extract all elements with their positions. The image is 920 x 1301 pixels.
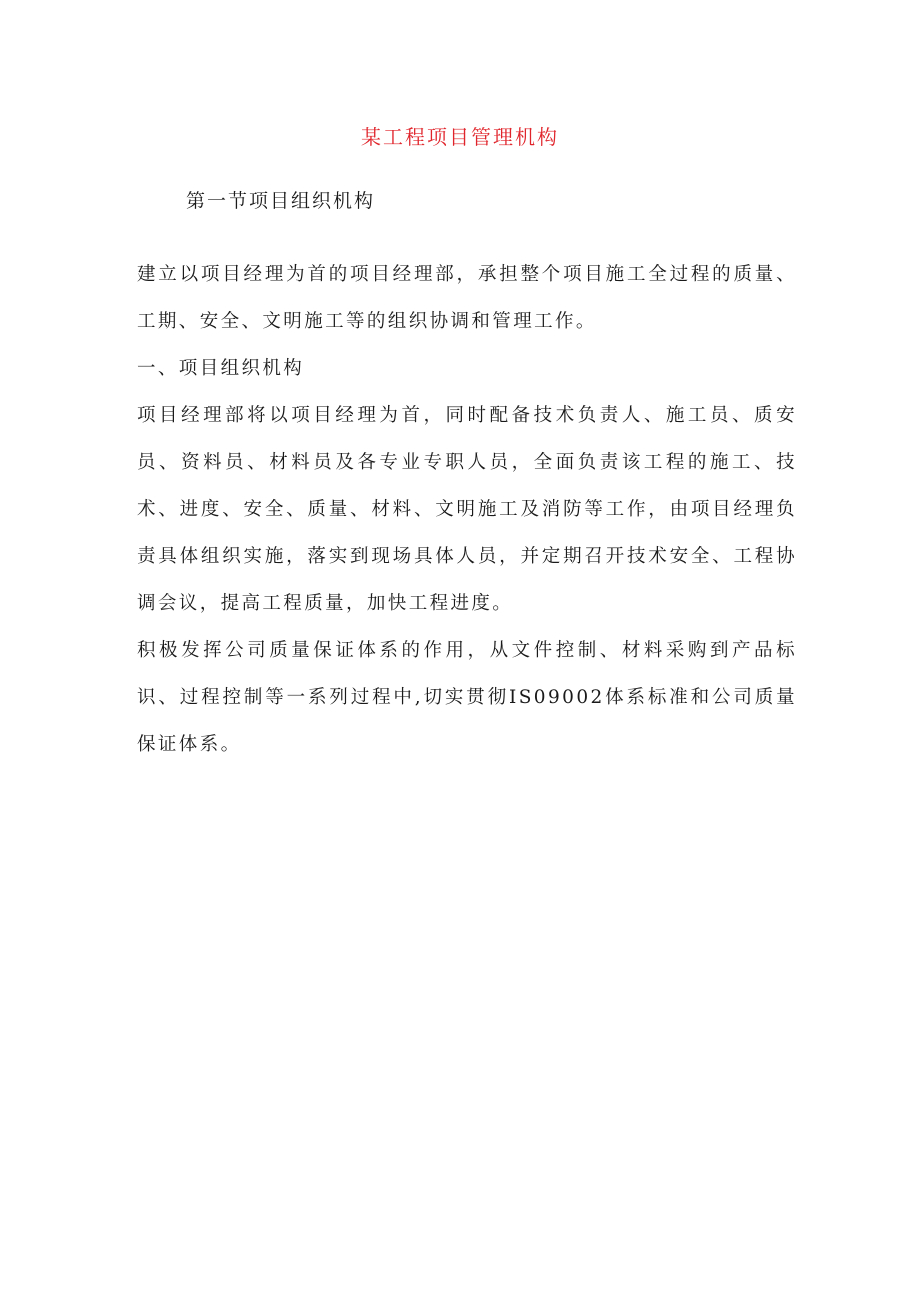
paragraph-organization: 项目经理部将以项目经理为首，同时配备技术负责人、施工员、质安员、资料员、材料员及各专业专职人员，全面负责该工程的施工、技术、进度、安全、质量、材料、文明施工及消防等工作，由项目经理负责具体组织实施，落实到现场具体人员，并定期召开技术安全、工程协调会议，提高工程质量，加快工程进度。 <box>137 405 797 614</box>
section-heading: 第一节项目组织机构 <box>186 190 376 212</box>
subheading-organization: 一、项目组织机构 <box>137 358 305 379</box>
paragraph-quality-system: 积极发挥公司质量保证体系的作用，从文件控制、材料采购到产品标识、过程控制等一系列过程中,切实贯彻IS09002体系标准和公司质量保证体系。 <box>137 640 797 755</box>
paragraph-intro: 建立以项目经理为首的项目经理部，承担整个项目施工全过程的质量、工期、安全、文明施工等的组织协调和管理工作。 <box>137 264 797 332</box>
document-title: 某工程项目管理机构 <box>361 125 559 149</box>
